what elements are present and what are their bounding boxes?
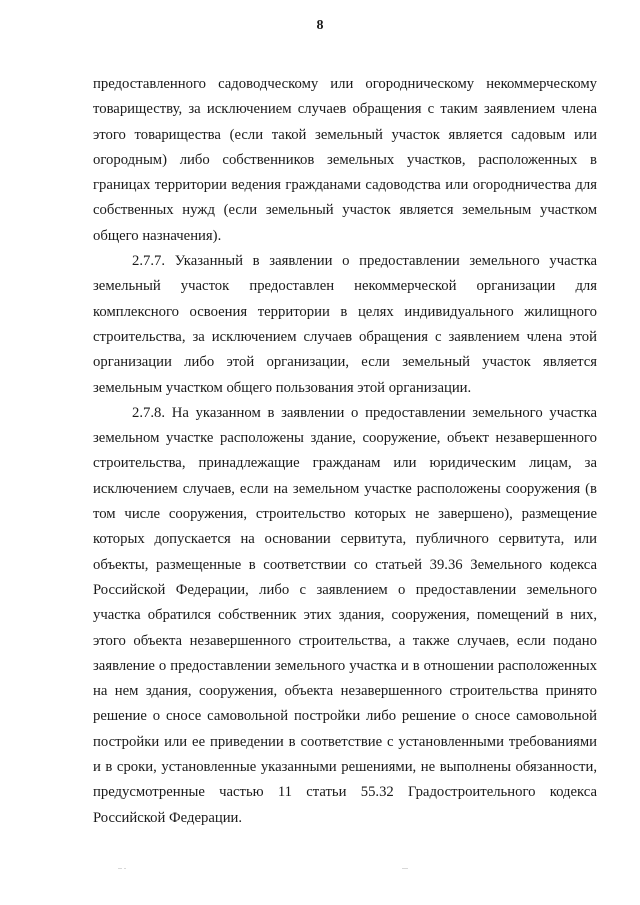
paragraph-continuation: предоставленного садоводческому или огородническому некоммерческому товариществу, за исключением случаев обращения с таким заявлением члена этого товарищества (если такой земельный участок является садовым или огородным) либо собственников земельных участков, расположенных в границах территории ведения гражданами садоводства или огородничества для собственных нужд (если земельный участок является земельным участком общего назначения).	[93, 76, 597, 244]
page-number: 8	[316, 18, 324, 33]
document-body	[93, 72, 597, 831]
paragraph-2-7-8: 2.7.8. На указанном в заявлении о предоставлении земельного участка земельном участке расположены здание, сооружение, объект незавершенного строительства, принадлежащие гражданам или юридическим лицам, за исключением случаев, если на земельном участке расположены сооружения (в том числе сооружения, строительство которых не завершено), размещение которых допускается на основании сервитута, публичного сервитута, или объекты, размещенные в соответствии со статьей 39.36 Земельного кодекса Российской Федерации, либо с заявлением о предоставлении земельного участка обратился собственник этих здания, сооружения, помещений в них, этого объекта незавершенного строительства, а также случаев, если подано заявление о предоставлении земельного участка и в отношении расположенных на нем здания, сооружения, объекта незавершенного строительства принято решение о сносе самовольной постройки либо решение о сносе самовольной постройки или ее приведении в соответствие с установленными требованиями и в сроки, установленные указанными решениями, не выполнены обязанности, предусмотренные частью 11 статьи 55.32 Градостроительного кодекса Российской Федерации.	[93, 404, 597, 826]
scan-artifacts	[0, 862, 640, 874]
scan-mark-left: .. .	[118, 862, 126, 871]
paragraph-2-7-7: 2.7.7. Указанный в заявлении о предоставлении земельного участка земельный участок предоставлен некоммерческой организации для комплексного освоения территории в целях индивидуального жилищного строительства, за исключением случаев обращения с заявлением члена этой организации либо этой организации, если земельный участок является земельным участком общего пользования этой организации.	[93, 253, 597, 396]
scan-mark-right: ...	[402, 862, 408, 871]
